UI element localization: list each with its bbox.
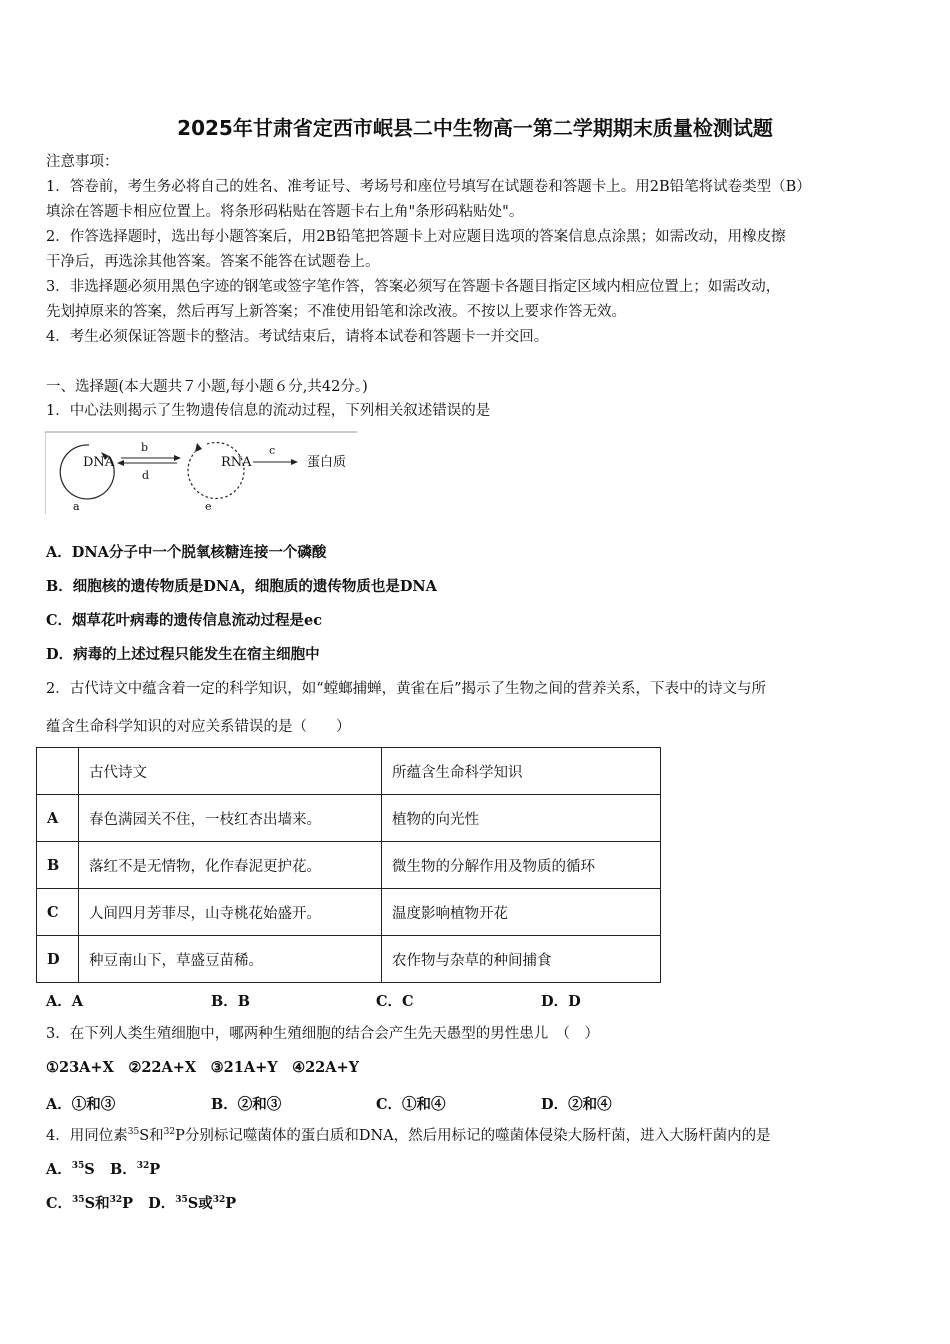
- table-row: [37, 889, 661, 936]
- table-header-row: [37, 748, 661, 795]
- table-cell: A: [37, 795, 79, 842]
- q3-items: ①23A+X ②22A+X ③21A+Y ④22A+Y: [46, 1059, 360, 1076]
- rna-label: RNA: [221, 455, 252, 470]
- table-row: [37, 842, 661, 889]
- q3-option-a: A．①和③: [46, 1096, 116, 1113]
- notes-line: 干净后，再选涂其他答案。答案不能答在试题卷上。: [46, 254, 380, 270]
- notes-line: 1．答卷前，考生务必将自己的姓名、准考证号、考场号和座位号填写在试题卷和答题卡上。用2B铅笔将试卷类型（B）: [46, 179, 811, 195]
- table-cell: 微生物的分解作用及物质的循环: [382, 842, 661, 889]
- table-row: [37, 795, 661, 842]
- notes-line: 4．考生必须保证答题卡的整洁。考试结束后，请将本试卷和答题卡一并交回。: [46, 329, 549, 345]
- table-row: [37, 936, 661, 983]
- q1-option-c: C．烟草花叶病毒的遗传信息流动过程是ec: [46, 612, 323, 629]
- table-cell: 人间四月芳菲尽，山寺桃花始盛开。: [79, 889, 382, 936]
- label-a: a: [73, 500, 80, 513]
- label-b: b: [141, 441, 149, 454]
- mass-number: 35: [72, 1195, 85, 1205]
- q4-stem-pre: 4．用同位素: [46, 1128, 128, 1144]
- arrowhead-icon: [117, 460, 124, 466]
- table-cell: 落红不是无情物，化作春泥更护花。: [79, 842, 382, 889]
- q2-stem: 2．古代诗文中蕴含着一定的科学知识，如“螳螂捕蝉，黄雀在后”揭示了生物之间的营养关系，下表中的诗文与所: [46, 681, 767, 697]
- table-cell: 植物的向光性: [382, 795, 661, 842]
- q2-option-b: B．B: [211, 993, 251, 1010]
- element-symbol: S: [84, 1161, 95, 1178]
- table-cell: C: [37, 889, 79, 936]
- q4-stem: [46, 1126, 771, 1146]
- q2-stem-cont: 蕴含生命科学知识的对应关系错误的是（ ）: [46, 719, 351, 735]
- q3-stem: 3．在下列人类生殖细胞中，哪两种生殖细胞的结合会产生先天愚型的男性患儿 （ ）: [46, 1026, 599, 1042]
- mass-number: 35: [71, 1161, 85, 1171]
- mass-number: 35: [127, 1127, 140, 1137]
- q1-option-b: B．细胞核的遗传物质是DNA，细胞质的遗传物质也是DNA: [46, 578, 437, 595]
- q4-option-d: D．: [148, 1195, 176, 1212]
- q4-options-cd: [46, 1194, 236, 1214]
- q2-option-c: C．C: [376, 993, 414, 1010]
- element-symbol: S: [187, 1195, 199, 1212]
- label-e: e: [205, 500, 212, 513]
- replication-loop-a: [60, 445, 114, 499]
- q1-option-d: D．病毒的上述过程只能发生在宿主细胞中: [46, 646, 320, 663]
- label-c: c: [269, 444, 276, 457]
- arrowhead-icon: [174, 455, 181, 461]
- notes-line: 先划掉原来的答案，然后再写上新答案；不准使用铅笔和涂改液。不按以上要求作答无效。: [46, 304, 626, 320]
- q3-option-d: D．②和④: [541, 1096, 612, 1113]
- element-symbol: P: [149, 1161, 161, 1178]
- element-symbol: P: [122, 1195, 133, 1212]
- dna-label: DNA: [83, 455, 115, 470]
- table-header-cell: 古代诗文: [79, 748, 382, 795]
- q1-stem: 1．中心法则揭示了生物遗传信息的流动过程，下列相关叙述错误的是: [46, 403, 491, 419]
- mass-number: 32: [136, 1161, 150, 1171]
- protein-label: 蛋白质: [307, 455, 347, 470]
- table-cell: D: [37, 936, 79, 983]
- conjunction: 或: [198, 1195, 213, 1212]
- q4-option-a: A．: [46, 1161, 72, 1178]
- conjunction: 和: [149, 1128, 164, 1144]
- page-title: 2025年甘肃省定西市岷县二中生物高一第二学期期末质量检测试题: [177, 116, 773, 140]
- q1-option-a: A．DNA分子中一个脱氧核糖连接一个磷酸: [46, 544, 327, 561]
- table-cell: 温度影响植物开花: [382, 889, 661, 936]
- q4-option-b: B．: [109, 1161, 137, 1178]
- table-cell: 农作物与杂草的种间捕食: [382, 936, 661, 983]
- element-symbol: P: [175, 1128, 185, 1144]
- q2-option-a: A．A: [46, 993, 84, 1010]
- mass-number: 32: [163, 1127, 176, 1137]
- q4-options-ab: [46, 1160, 160, 1180]
- arrowhead-icon: [291, 459, 298, 465]
- q3-option-c: C．①和④: [376, 1096, 446, 1113]
- notes-line: 填涂在答题卡相应位置上。将条形码粘贴在答题卡右上角"条形码粘贴处"。: [46, 204, 524, 220]
- table-cell: 种豆南山下，草盛豆苗稀。: [79, 936, 382, 983]
- q3-option-b: B．②和③: [211, 1096, 282, 1113]
- element-symbol: S: [139, 1128, 150, 1144]
- notes-line: 3．非选择题必须用黑色字迹的钢笔或签字笔作答，答案必须写在答题卡各题目指定区域内相应位置上；如需改动，: [46, 279, 781, 295]
- table-header-cell: [37, 748, 79, 795]
- q4-option-c: C．: [46, 1195, 73, 1212]
- mass-number: 35: [175, 1195, 188, 1205]
- central-dogma-diagram: [45, 430, 363, 516]
- element-symbol: P: [225, 1195, 237, 1212]
- section-heading: 一、选择题(本大题共７小题,每小题６分,共42分。): [46, 379, 368, 395]
- notes-heading: 注意事项：: [46, 154, 119, 170]
- label-d: d: [142, 469, 150, 482]
- mass-number: 32: [109, 1195, 123, 1205]
- notes-line: 2．作答选择题时，选出每小题答案后，用2B铅笔把答题卡上对应题目选项的答案信息点涂黑；如需改动，用橡皮擦: [46, 229, 786, 245]
- arrowhead-icon: [195, 443, 202, 452]
- table-cell: 春色满园关不住，一枝红杏出墙来。: [79, 795, 382, 842]
- conjunction: 和: [95, 1195, 110, 1212]
- mass-number: 32: [212, 1195, 226, 1205]
- q4-stem-post: 分别标记噬菌体的蛋白质和DNA，然后用标记的噬菌体侵染大肠杆菌，进入大肠杆菌内的是: [184, 1128, 771, 1144]
- table-header-cell: 所蕴含生命科学知识: [382, 748, 661, 795]
- poem-table: [36, 747, 661, 983]
- table-cell: B: [37, 842, 79, 889]
- element-symbol: S: [84, 1195, 96, 1212]
- q2-option-d: D．D: [541, 993, 581, 1010]
